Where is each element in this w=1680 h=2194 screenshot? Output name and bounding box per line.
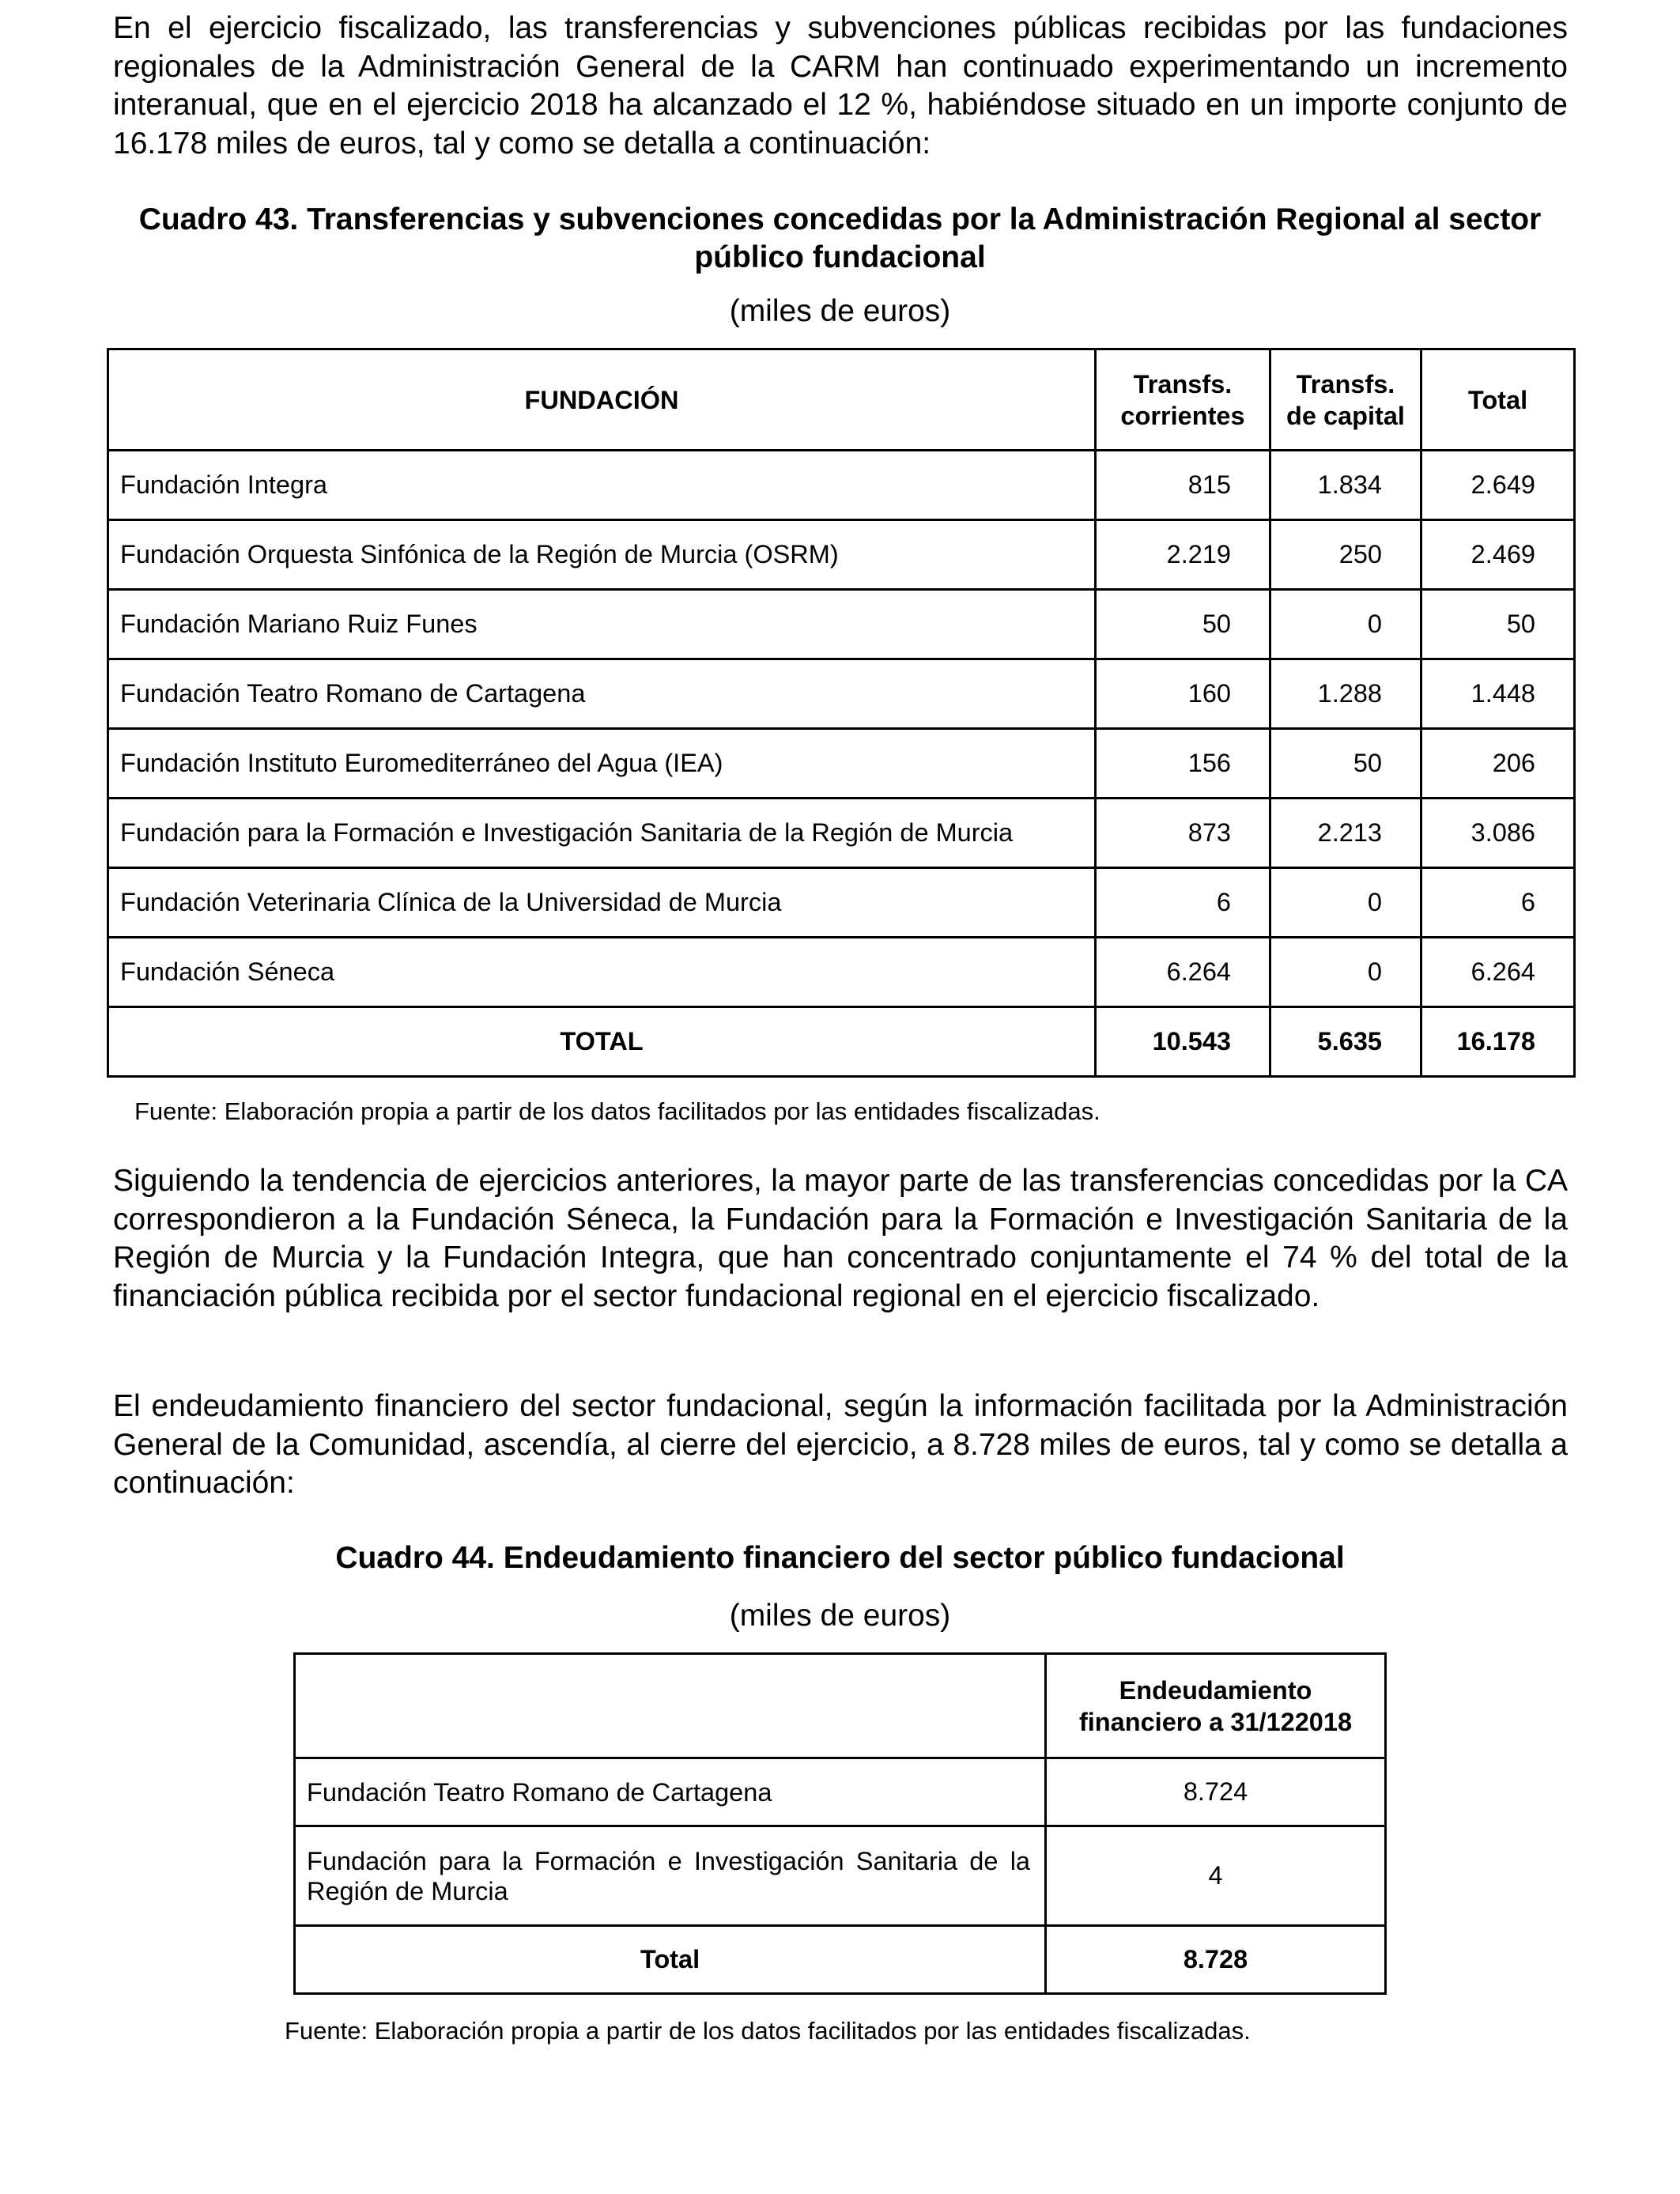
trend-paragraph: Siguiendo la tendencia de ejercicios anteriores, la mayor parte de las transferencias concedidas por la CA correspondieron a la Fundación Séneca, la Fundación para la Formación e Investigación Sanitaria de la Región de Murcia y la Fundación Integra, que han concentrado conjuntamente el 74 % del total de la financiación pública recibida por el sector fundacional regional en el ejercicio fiscalizado. <box>113 1164 1568 1313</box>
row-corrientes: 6.264 <box>1096 938 1270 1007</box>
row-capital: 0 <box>1270 938 1421 1007</box>
row-corrientes: 2.219 <box>1096 520 1270 590</box>
header-blank <box>295 1654 1046 1758</box>
row-total: 206 <box>1421 729 1575 799</box>
row-corrientes: 156 <box>1096 729 1270 799</box>
table-row <box>108 590 1575 659</box>
table-row <box>108 868 1575 938</box>
table44-caption: Cuadro 44. Endeudamiento financiero del sector público fundacional <box>335 1541 1345 1575</box>
table43-source: Fuente: Elaboración propia a partir de los datos facilitados por las entidades fiscalizadas. <box>134 1097 1100 1125</box>
table-row <box>108 799 1575 868</box>
row-name: Fundación Integra <box>108 451 1096 520</box>
row-total: 1.448 <box>1421 659 1575 729</box>
table-row <box>295 1758 1386 1826</box>
table44-units: (miles de euros) <box>729 1599 951 1633</box>
row-corrientes: 6 <box>1096 868 1270 938</box>
table-row <box>108 520 1575 590</box>
row-total: 6 <box>1421 868 1575 938</box>
table-row <box>108 729 1575 799</box>
total-label: Total <box>295 1926 1046 1994</box>
row-corrientes: 873 <box>1096 799 1270 868</box>
row-total: 3.086 <box>1421 799 1575 868</box>
table44-source: Fuente: Elaboración propia a partir de los datos facilitados por las entidades fiscalizadas. <box>285 2017 1251 2045</box>
table44-total-row <box>295 1926 1386 1994</box>
table-row <box>108 659 1575 729</box>
table44-header-row <box>295 1654 1386 1758</box>
header-fundacion: FUNDACIÓN <box>108 349 1096 451</box>
row-name: Fundación Veterinaria Clínica de la Universidad de Murcia <box>108 868 1096 938</box>
row-name: Fundación Orquesta Sinfónica de la Región de Murcia (OSRM) <box>108 520 1096 590</box>
header-corrientes: Transfs. corrientes <box>1096 349 1270 451</box>
table43-units: (miles de euros) <box>729 294 951 328</box>
row-total: 6.264 <box>1421 938 1575 1007</box>
row-total: 50 <box>1421 590 1575 659</box>
row-capital: 0 <box>1270 590 1421 659</box>
row-name: Fundación para la Formación e Investigación Sanitaria de la Región de Murcia <box>108 799 1096 868</box>
row-value: 8.724 <box>1046 1758 1386 1826</box>
table43 <box>107 348 1576 1078</box>
row-capital: 1.288 <box>1270 659 1421 729</box>
table44 <box>293 1652 1387 1995</box>
header-total: Total <box>1421 349 1575 451</box>
row-total: 2.649 <box>1421 451 1575 520</box>
header-debt: Endeudamiento financiero a 31/122018 <box>1046 1654 1386 1758</box>
row-name: Fundación Instituto Euromediterráneo del Agua (IEA) <box>108 729 1096 799</box>
total-value: 8.728 <box>1046 1926 1386 1994</box>
row-total: 2.469 <box>1421 520 1575 590</box>
table-row <box>108 451 1575 520</box>
row-corrientes: 50 <box>1096 590 1270 659</box>
header-capital: Transfs. de capital <box>1270 349 1421 451</box>
row-capital: 1.834 <box>1270 451 1421 520</box>
row-name: Fundación Séneca <box>108 938 1096 1007</box>
row-name: Fundación Teatro Romano de Cartagena <box>295 1758 1046 1826</box>
row-corrientes: 815 <box>1096 451 1270 520</box>
row-name: Fundación Teatro Romano de Cartagena <box>108 659 1096 729</box>
row-capital: 50 <box>1270 729 1421 799</box>
debt-paragraph: El endeudamiento financiero del sector fundacional, según la información facilitada por la Administración General de la Comunidad, ascendía, al cierre del ejercicio, a 8.728 miles de euros, tal y como se detalla a continuación: <box>113 1389 1568 1500</box>
row-value: 4 <box>1046 1826 1386 1926</box>
row-capital: 250 <box>1270 520 1421 590</box>
row-name: Fundación para la Formación e Investigación Sanitaria de la Región de Murcia <box>295 1826 1046 1926</box>
row-corrientes: 160 <box>1096 659 1270 729</box>
total-corrientes: 10.543 <box>1096 1007 1270 1077</box>
row-capital: 0 <box>1270 868 1421 938</box>
table43-caption: Cuadro 43. Transferencias y subvenciones concedidas por la Administración Regional al sector público fundacional <box>138 202 1542 274</box>
table-row <box>295 1826 1386 1926</box>
row-capital: 2.213 <box>1270 799 1421 868</box>
total-total: 16.178 <box>1421 1007 1575 1077</box>
intro-paragraph: En el ejercicio fiscalizado, las transferencias y subvenciones públicas recibidas por las fundaciones regionales de la Administración General de la CARM han continuado experimentando un incremento interanual, que en el ejercicio 2018 ha alcanzado el 12 %, habiéndose situado en un importe conjunto de 16.178 miles de euros, tal y como se detalla a continuación: <box>113 11 1568 160</box>
table43-header-row <box>108 349 1575 451</box>
table-row <box>108 938 1575 1007</box>
row-name: Fundación Mariano Ruiz Funes <box>108 590 1096 659</box>
total-label: TOTAL <box>108 1007 1096 1077</box>
total-capital: 5.635 <box>1270 1007 1421 1077</box>
table43-total-row <box>108 1007 1575 1077</box>
